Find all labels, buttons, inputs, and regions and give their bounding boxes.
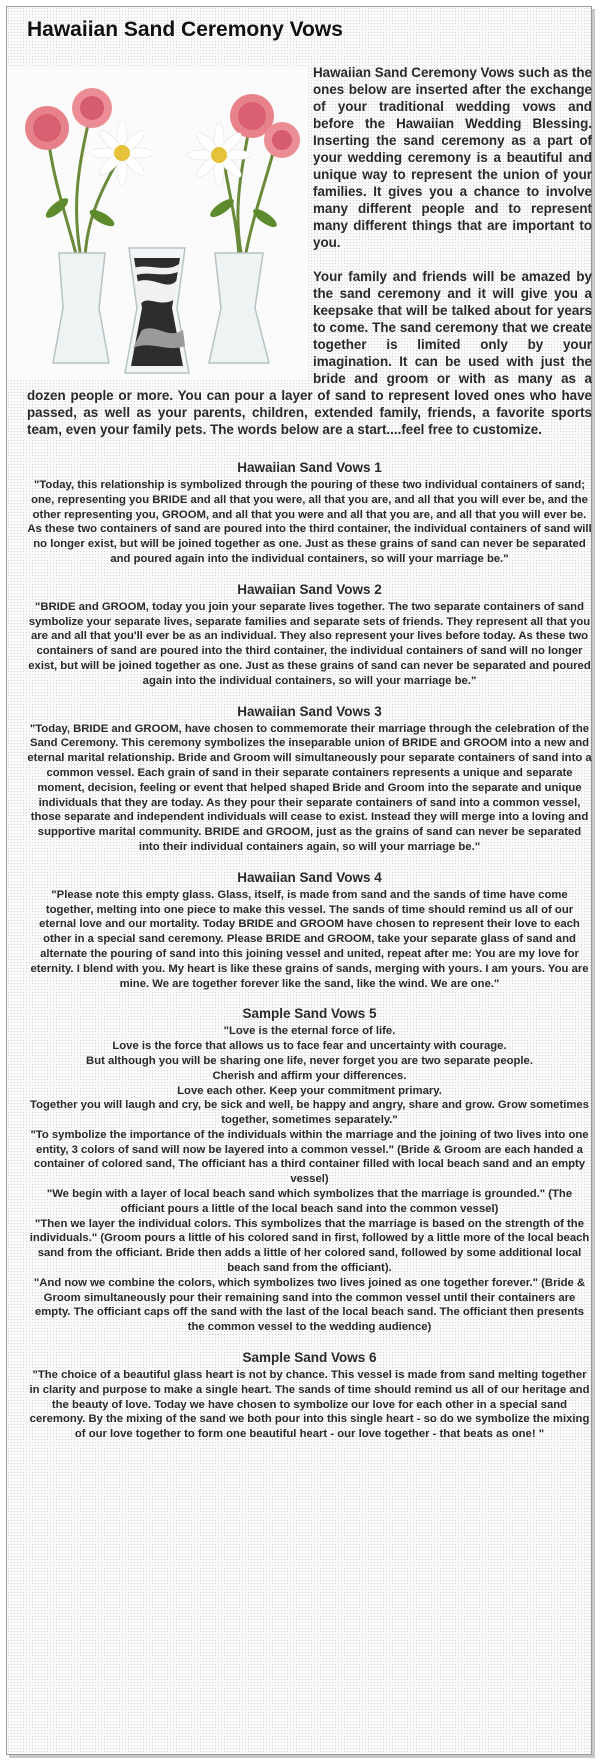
article [27,17,592,1456]
vow-text [27,1024,592,1335]
page-frame [6,6,592,1755]
vow-heading: Hawaiian Sand Vows 3 [237,703,382,719]
vow-text [27,478,592,567]
vows-list [27,459,592,1442]
vow-line: "The choice of a beautiful glass heart is not by chance. This vessel is made from sand melting together in clarity and purpose to make a single heart. The sands of time should remind us all of our heritage and the beauty of love. Today we have chosen to symbolize our love for each other in a special sand ceremony. By the mixing of the sand we both pour into this single heart - so do we symbolize the mixing of our love together to form one beautiful heart - our love together - that beats as one! " [29,1369,590,1441]
intro-paragraph-2: Your family and friends will be amazed by the sand ceremony and it will give you a keepsake that will be talked about for years to come. The sand ceremony that we create together is limited only by your imagination. It can be used with just the bride and groom or with as many as a dozen people or more. You can pour a layer of sand to represent loved ones who have passed, as well as your parents, children, extended family, friends, a favorite sports team, even your family pets. The words below are a start....feel free to customize. [27,269,592,437]
vow-heading: Hawaiian Sand Vows 1 [237,460,382,475]
vow-line: Together you will laugh and cry, be sick and well, be happy and angry, share and grow. Grow sometimes together, sometimes separately." [30,1099,589,1127]
vow-line: Love each other. Keep your commitment primary. [177,1084,442,1097]
vow-line: "BRIDE and GROOM, today you join your separate lives together. The two separate containers of sand symbolize your separate lives, separate families and separate sets of friends. They represent all that you are and all that you'll ever be as an individual. They also represent your lives before today. As these two containers of sand are poured into the third container, the individual containers of sand will no longer exist, but will be joined together as one. Just as these grains of sand can never be separated and poured again into the individual containers, so will your marriage be." [28,600,591,687]
vow-heading: Hawaiian Sand Vows 4 [237,869,382,885]
vow-section [27,459,592,567]
page-title: Hawaiian Sand Ceremony Vows [27,18,343,41]
vow-heading: Hawaiian Sand Vows 2 [237,581,382,597]
vow-text [27,1368,592,1442]
vow-text [27,722,592,855]
vow-line: "Please note this empty glass. Glass, itself, is made from sand and the sands of time have come together, melting into one piece to make this vessel. The sands of time should remind us all of our eternal love and our mortality. Today BRIDE and GROOM have chosen to represent their love to each other in a special sand ceremony. Please BRIDE and GROOM, take your separate glass of sand and alternate the pouring of sand into this joining vessel and united, repeat after me: You are my love for eternity. I blend with you. My heart is like these grains of sands, merging with yours. I am yours. You are mine. We are together forever like the sand, like the wind. We are one." [30,888,589,990]
vow-section [27,703,592,855]
intro-text [27,64,592,438]
vow-line: "To symbolize the importance of the individuals within the marriage and the joining of two lives into one entity, 3 colors of sand will now be layered into a common vessel." (Bride & Groom are each handed a container of colored sand, The officiant has a third container filled with local beach sand and an empty vessel) [30,1128,589,1186]
intro-paragraph-1: Hawaiian Sand Ceremony Vows such as the ones below are inserted after the exchange of your traditional wedding vows and before the Hawaiian Wedding Blessing. Inserting the sand ceremony as a part of your wedding ceremony is a beautiful and unique way to represent the union of your families. It gives you a chance to involve many different people and to represent many different things that are important to you. [313,65,592,250]
vow-line: "Today, BRIDE and GROOM, have chosen to commemorate their marriage through the celebration of the Sand Ceremony. This ceremony symbolizes the inseparable union of BRIDE and GROOM into a new and eternal marital relationship. Bride and Groom will simultaneously pour separate containers of sand into a common vessel. Each grain of sand in their separate containers represents a unique and separate moment, decision, feeling or event that helped shaped Bride and Groom into the separate and unique individuals that they are today. As they pour their separate containers of sand into a common vessel, those separate and independent individuals will cease to exist. Instead they will merge into a loving and supportive marital community. BRIDE and GROOM, just as the grains of sand can never be separated into their individual containers again, so will your marriage be." [27,722,592,853]
vow-section [27,1005,592,1335]
vow-heading: Sample Sand Vows 6 [242,1350,377,1366]
vow-line: But although you will be sharing one life, never forget you are two separate people. [86,1054,533,1067]
vow-line: "Then we layer the individual colors. This symbolizes that the marriage is based on the strength of the individuals." (Groom pours a little of his colored sand in first, followed by a little more of the local beach sand from the officiant. Bride then adds a little of her colored sand, followed by some additional local beach sand from the officiant). [29,1217,590,1275]
vow-line: "And now we combine the colors, which symbolizes two lives joined as one together forever." (Bride & Groom simultaneously pour their remaining sand into the common vessel until their containers are empty. The officiant caps off the sand with the last of the local beach sand. The officiant then presents the common vessel to the wedding audience) [33,1276,586,1334]
vow-line: "We begin with a layer of local beach sand which symbolizes that the marriage is grounded." (The officiant pours a little of the local beach sand into the common vessel) [46,1188,573,1215]
vow-section [27,581,592,689]
vow-line: Love is the force that allows us to face fear and uncertainty with courage. [112,1040,507,1053]
vow-line: Cherish and affirm your differences. [212,1069,407,1082]
vow-heading: Sample Sand Vows 5 [242,1006,377,1022]
vow-line: "Love is the eternal force of life. [223,1025,396,1038]
vow-section [27,869,592,992]
vow-section [27,1349,592,1442]
vow-text [27,600,592,689]
vow-line: "Today, this relationship is symbolized through the pouring of these two individual containers of sand; one, representing you BRIDE and all that you were, all that you are, and all that you will ever be, and the other representing you, GROOM, and all that you were and all that you are, and all that you will ever be. As these two containers of sand are poured into the third container, the individual containers of sand will no longer exist, but will be joined together as one. Just as these grains of sand can never be separated and poured again into the individual containers, so will your marriage be." [27,479,592,565]
vow-text [27,888,592,992]
sand-ceremony-photo [7,68,307,379]
